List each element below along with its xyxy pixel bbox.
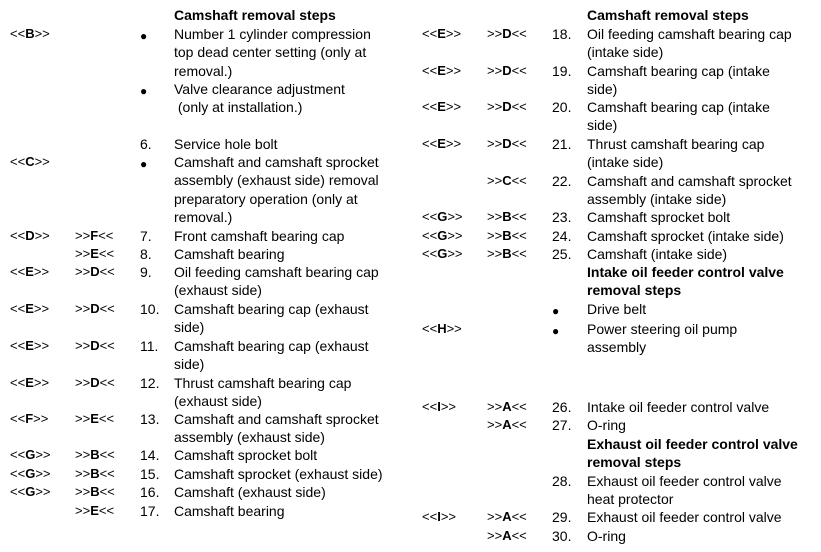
step-number: 11. [140,338,159,354]
bullet-icon: ● [140,157,148,171]
step-number: 26. [552,399,572,415]
step-number: 25. [552,246,572,262]
step-text: Camshaft sprocket (intake side) [587,228,784,244]
removal-note-marker: <<E>> [10,375,50,390]
step-text: Camshaft and camshaft sprocket assembly (exhaust side) [174,411,379,446]
step-number: 28. [552,473,572,489]
removal-note-marker: <<H>> [422,321,462,336]
step-text: Camshaft bearing cap (exhaust side) [174,338,369,373]
step-text: Service hole bolt [174,136,278,152]
step-number: 27. [552,417,572,433]
installation-note-marker: >>A<< [487,509,527,524]
removal-note-marker: <<G>> [422,246,463,261]
removal-note-marker: <<G>> [10,484,51,499]
removal-note-marker: <<D>> [10,228,50,243]
heading-text: Intake oil feeder control valve removal steps [587,264,784,299]
step-number: 10. [140,301,160,317]
step-text: Camshaft bearing [174,246,285,262]
step-number: 22. [552,173,572,189]
heading-text: Camshaft removal steps [587,7,749,23]
installation-note-marker: >>D<< [487,136,527,151]
removal-note-marker: <<E>> [422,99,462,114]
step-text: Camshaft sprocket bolt [587,209,731,225]
removal-note-marker: <<E>> [422,63,462,78]
installation-note-marker: >>B<< [487,228,527,243]
installation-note-marker: >>B<< [75,447,115,462]
installation-note-marker: >>B<< [75,466,115,481]
removal-note-marker: <<I>> [422,509,456,524]
installation-note-marker: >>B<< [487,246,527,261]
step-text: Camshaft bearing cap (exhaust side) [174,301,369,336]
removal-note-marker: <<E>> [10,338,50,353]
removal-note-marker: <<G>> [10,447,51,462]
step-number: 7. [140,228,152,244]
installation-note-marker: >>D<< [75,301,115,316]
step-text: Thrust camshaft bearing cap (exhaust side) [174,375,352,410]
step-text: Front camshaft bearing cap [174,228,345,244]
bullet-icon: ● [140,84,148,98]
step-text: Camshaft sprocket (exhaust side) [174,466,383,482]
removal-note-marker: <<E>> [422,136,462,151]
step-text: O-ring [587,528,626,544]
step-text: Camshaft (intake side) [587,246,728,262]
step-number: 29. [552,509,572,525]
step-text: Thrust camshaft bearing cap (intake side) [587,136,765,171]
bullet-icon: ● [140,29,148,43]
step-text: Camshaft bearing [174,503,285,519]
installation-note-marker: >>A<< [487,417,527,432]
step-text: Exhaust oil feeder control valve [587,509,782,525]
step-number: 18. [552,26,572,42]
installation-note-marker: >>A<< [487,399,527,414]
step-number: 6. [140,136,152,152]
removal-note-marker: <<E>> [422,26,462,41]
step-number: 8. [140,246,152,262]
step-text: Number 1 cylinder compression top dead center setting (only at removal.) [174,26,371,79]
step-text: Exhaust oil feeder control valve heat protector [587,473,782,508]
step-number: 12. [140,375,160,391]
installation-note-marker: >>F<< [75,228,114,243]
step-text: O-ring [587,417,626,433]
removal-note-marker: <<G>> [422,228,463,243]
installation-note-marker: >>D<< [75,264,115,279]
installation-note-marker: >>E<< [75,503,115,518]
removal-note-marker: <<I>> [422,399,456,414]
step-number: 15. [140,466,160,482]
installation-note-marker: >>D<< [487,26,527,41]
step-number: 21. [552,136,572,152]
removal-note-marker: <<C>> [10,154,50,169]
step-text: Camshaft sprocket bolt [174,447,318,463]
installation-note-marker: >>E<< [75,246,115,261]
removal-note-marker: <<F>> [10,411,49,426]
heading-text: Camshaft removal steps [174,7,336,23]
installation-note-marker: >>B<< [487,209,527,224]
bullet-icon: ● [552,304,560,318]
step-text: Camshaft bearing cap (intake side) [587,99,770,134]
installation-note-marker: >>A<< [487,528,527,543]
step-number: 9. [140,264,152,280]
step-text: Camshaft and camshaft sprocket assembly (exhaust side) removal preparatory operation (only at removal.) [174,154,379,225]
step-number: 30. [552,528,572,544]
step-text: Drive belt [587,301,647,317]
step-text: Power steering oil pump assembly [587,321,738,356]
step-text: Oil feeding camshaft bearing cap (intake side) [587,26,792,61]
installation-note-marker: >>D<< [487,63,527,78]
step-number: 13. [140,411,160,427]
removal-note-marker: <<E>> [10,301,50,316]
step-number: 16. [140,484,160,500]
step-text: Camshaft bearing cap (intake side) [587,63,770,98]
removal-note-marker: <<B>> [10,26,50,41]
step-text: Valve clearance adjustment (only at installation.) [174,81,345,116]
removal-note-marker: <<G>> [10,466,51,481]
step-number: 24. [552,228,572,244]
installation-note-marker: >>B<< [75,484,115,499]
installation-note-marker: >>D<< [487,99,527,114]
step-number: 23. [552,209,572,225]
step-text: Camshaft (exhaust side) [174,484,326,500]
step-number: 14. [140,447,160,463]
installation-note-marker: >>D<< [75,338,115,353]
step-text: Intake oil feeder control valve [587,399,770,415]
removal-note-marker: <<G>> [422,209,463,224]
installation-note-marker: >>C<< [487,173,527,188]
step-number: 20. [552,99,572,115]
step-text: Oil feeding camshaft bearing cap (exhaust side) [174,264,379,299]
step-text: Camshaft and camshaft sprocket assembly (intake side) [587,173,792,208]
step-number: 17. [140,503,160,519]
installation-note-marker: >>E<< [75,411,115,426]
step-number: 19. [552,63,572,79]
removal-note-marker: <<E>> [10,264,50,279]
heading-text: Exhaust oil feeder control valve removal steps [587,436,798,471]
installation-note-marker: >>D<< [75,375,115,390]
bullet-icon: ● [552,324,560,338]
